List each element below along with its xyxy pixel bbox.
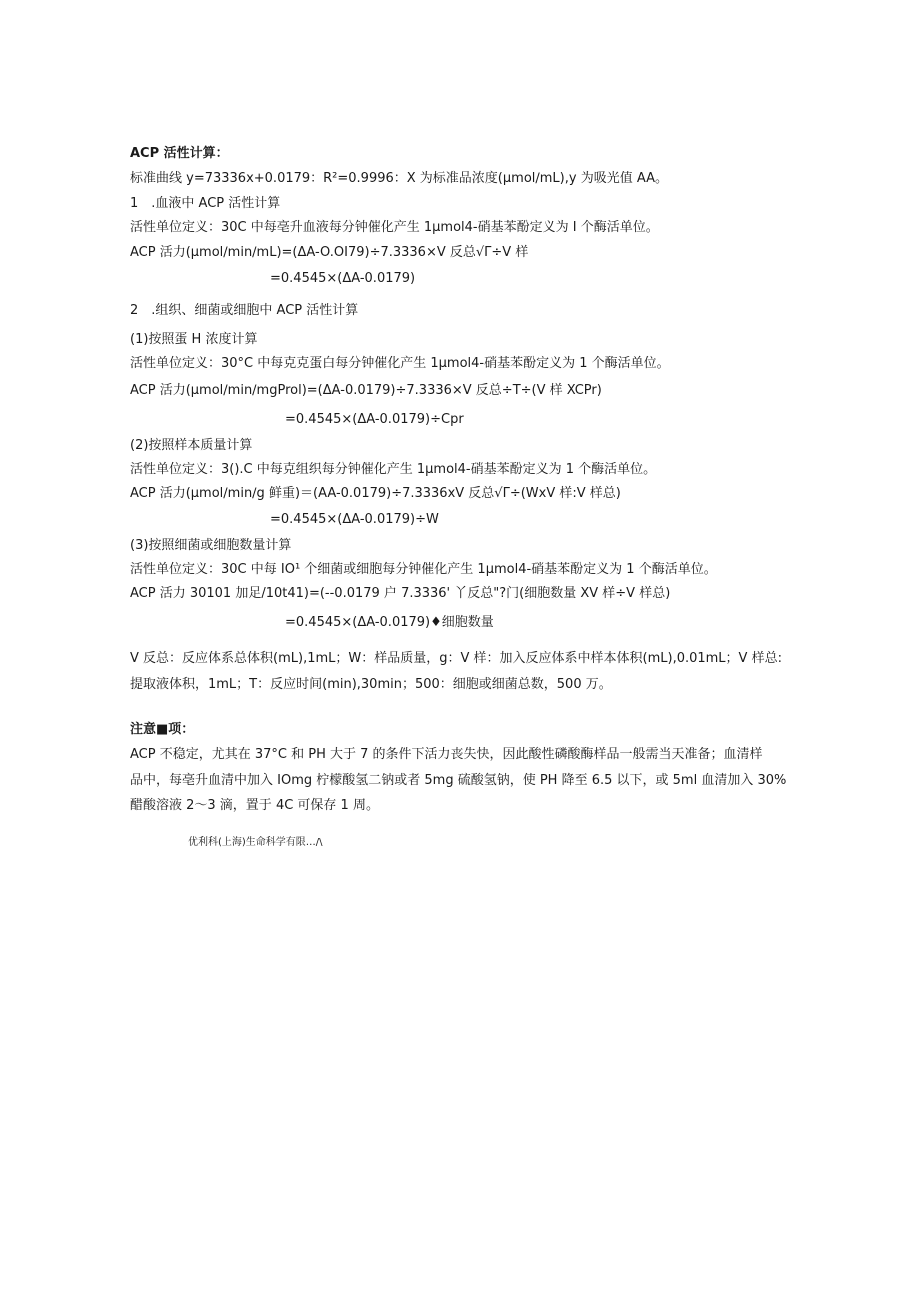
section-heading: ACP 活性计算： [130, 146, 229, 161]
notes-heading: 注意■项： [130, 722, 195, 737]
section-2a-title: (1)按照蛋 H 浓度计算 [130, 332, 258, 347]
variables-line-1: V 反总：反应体系总体积(mL),1mL；W：样品质量，g：V 样：加入反应体系中样本体积(mL),0.01mL；V 样总: [130, 651, 782, 666]
standard-curve-text: 标准曲线 y=73336x+0.0179：R²=0.9996：X 为标准品浓度(μmol∕mL),y 为吸光值 AA。 [130, 171, 668, 186]
section-2c-formula: ACP 活力 30101 加足/10t41)=(--0.0179 户 7.3336' 丫反总"?门(细胞数量 XV 样÷V 样总) [130, 586, 671, 601]
section-1-formula: ACP 活力(μmol∕min∕mL)=(ΔA-O.OI79)÷7.3336×V 反总√Γ÷V 样 [130, 245, 529, 260]
variables-line-2: 提取液体积，1mL；T：反应时间(min),30min；500：细胞或细菌总数，500 万。 [130, 677, 612, 692]
section-2c-title: (3)按照细菌或细胞数量计算 [130, 538, 292, 553]
notes-line-1: ACP 不稳定，尤其在 37°C 和 PH 大于 7 的条件下活力丧失快，因此酸性磷酸酶样品一般需当天准备；血清样 [130, 747, 763, 762]
section-2b-formula: ACP 活力(μmol∕min∕g 鲜重)＝(AA-0.0179)÷7.3336xV 反总√Γ÷(WxV 样:V 样总) [130, 486, 621, 501]
section-2c-result: =0.4545×(ΔA-0.0179)♦细胞数量 [285, 615, 494, 630]
section-1-title: 1 .血液中 ACP 活性计算 [130, 196, 281, 211]
section-1-definition: 活性单位定义：30C 中每亳升血液每分钟催化产生 1μmol4-硝基苯酚定义为 I 个酶活单位。 [130, 220, 659, 235]
notes-line-2: 品中，每亳升血清中加入 IOmg 柠檬酸氢二钠或者 5mg 硫酸氢钠，使 PH 降至 6.5 以下，或 5ml 血清加入 30% [130, 773, 787, 788]
company-footer: 优利科(上海)生命科学有限…/\ [188, 837, 323, 848]
section-2a-result: =0.4545×(ΔA-0.0179)÷Cpr [285, 412, 464, 427]
notes-line-3: 醋酸溶液 2～3 滴，置于 4C 可保存 1 周。 [130, 798, 379, 813]
section-1-result: =0.4545×(ΔA-0.0179) [270, 271, 416, 286]
section-2-title: 2 .组织、细菌或细胞中 ACP 活性计算 [130, 303, 359, 318]
section-2a-formula: ACP 活力(μmol∕min∕mgProl)=(ΔA-0.0179)÷7.3336×V 反总÷T÷(V 样 XCPr) [130, 383, 602, 398]
section-2c-definition: 活性单位定义：30C 中每 IO¹ 个细菌或细胞每分钟催化产生 1μmol4-硝基苯酚定义为 1 个酶活单位。 [130, 562, 717, 577]
section-2b-definition: 活性单位定义：3().C 中每克组织每分钟催化产生 1μmol4-硝基苯酚定义为 1 个酶活单位。 [130, 462, 657, 477]
section-2b-result: =0.4545×(ΔA-0.0179)÷W [270, 512, 439, 527]
section-2b-title: (2)按照样本质量计算 [130, 438, 253, 453]
section-2a-definition: 活性单位定义：30°C 中每克克蛋白每分钟催化产生 1μmol4-硝基苯酚定义为 1 个酶活单位。 [130, 356, 670, 371]
